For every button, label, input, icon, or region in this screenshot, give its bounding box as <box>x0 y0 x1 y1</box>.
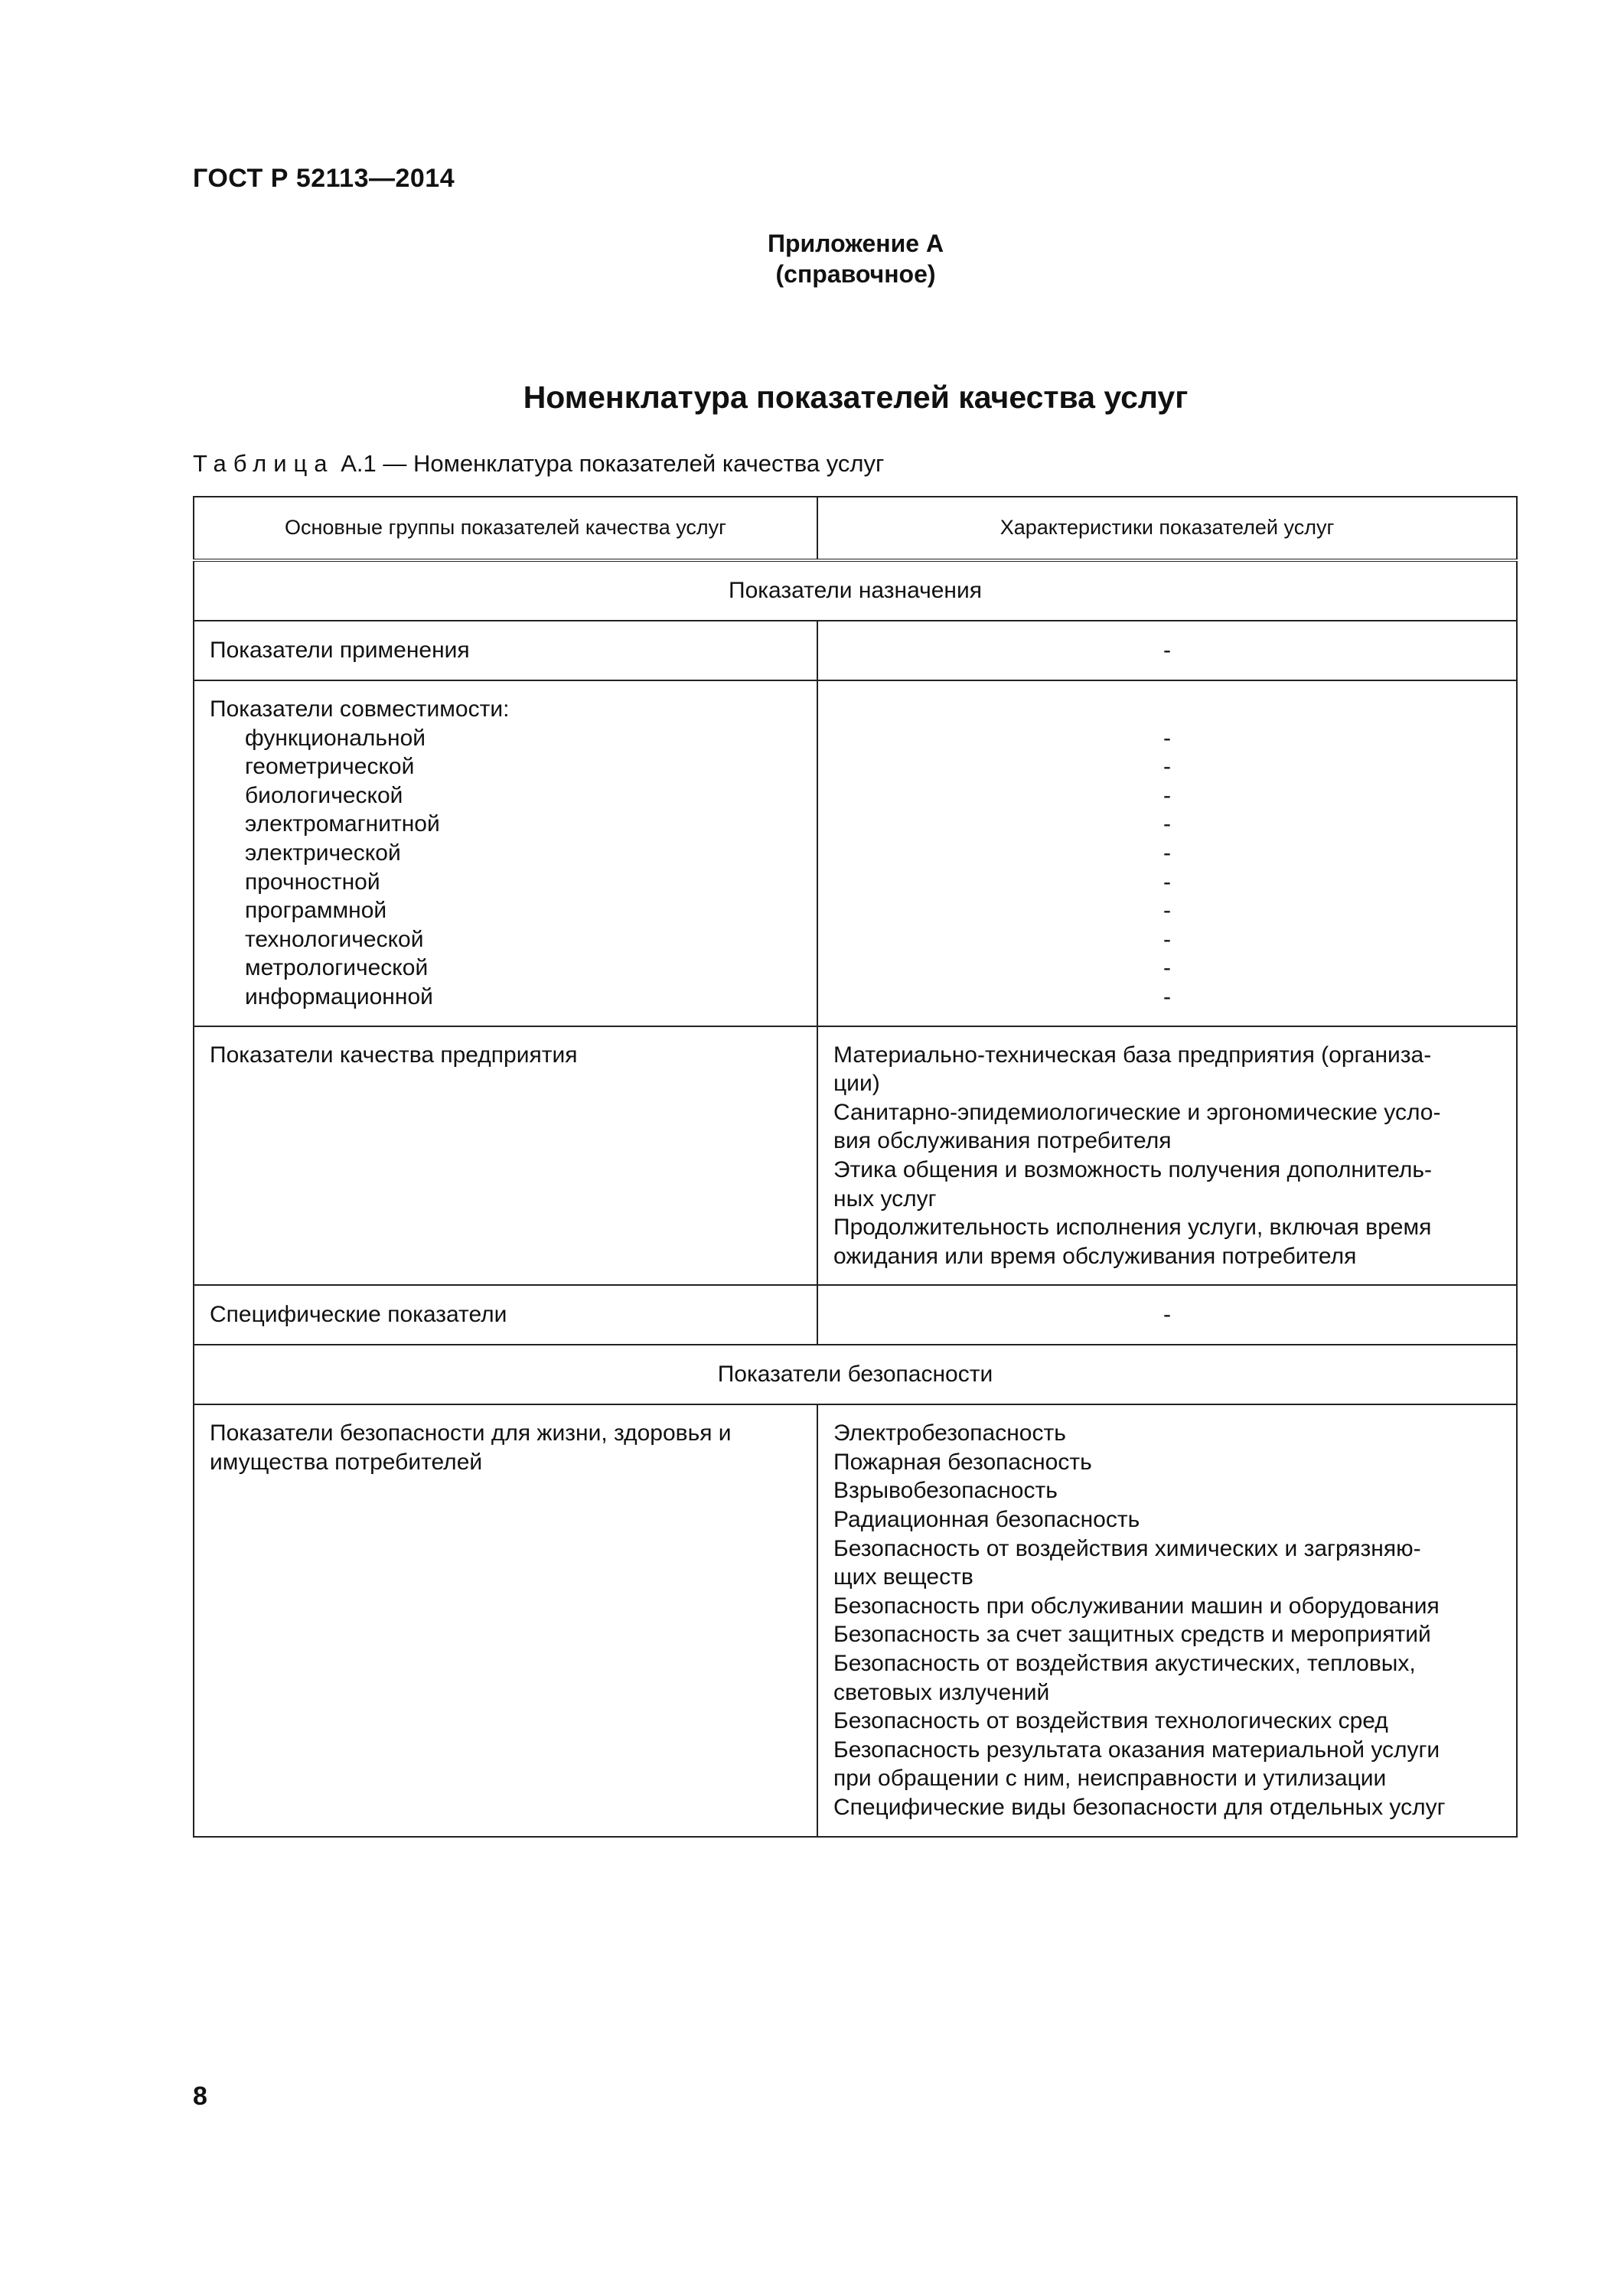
header-indicator-groups: Основные группы показателей качества услуг <box>194 497 817 560</box>
safety-name <box>194 1404 817 1836</box>
appendix-title: Приложение А <box>767 230 944 257</box>
page-number: 8 <box>193 2082 207 2111</box>
page-title: Номенклатура показателей качества услуг <box>523 380 1189 415</box>
compatibility-value: - <box>1163 840 1171 866</box>
table-row-enterprise <box>194 1026 1517 1286</box>
safety-line: Безопасность от воздействия химических и загрязняю- <box>833 1535 1421 1561</box>
application-value: - <box>817 621 1517 680</box>
table-caption-text: А.1 — Номенклатура показателей качества услуг <box>341 450 885 477</box>
safety-line: Электробезопасность <box>833 1420 1066 1446</box>
compatibility-value: - <box>1163 811 1171 837</box>
enterprise-line: Санитарно-эпидемиологические и эргономические усло- <box>833 1099 1441 1125</box>
compatibility-value: - <box>1163 898 1171 924</box>
safety-line: щих веществ <box>833 1564 973 1590</box>
table-row-compatibility <box>194 680 1517 1026</box>
document-code: ГОСТ Р 52113—2014 <box>193 164 455 193</box>
compatibility-item: прочностной <box>245 869 380 895</box>
compatibility-item: программной <box>245 898 387 924</box>
enterprise-name: Показатели качества предприятия <box>194 1026 817 1286</box>
enterprise-line: Этика общения и возможность получения дополнитель- <box>833 1156 1432 1182</box>
compatibility-value: - <box>1163 926 1171 952</box>
compatibility-name: Показатели совместимости: <box>210 696 510 722</box>
safety-values <box>817 1404 1517 1836</box>
enterprise-line: ных услуг <box>833 1186 937 1212</box>
table-caption-label: Таблица <box>193 450 334 477</box>
quality-indicators-table <box>193 496 1518 1838</box>
table-row-specific <box>194 1285 1517 1345</box>
table-caption <box>193 450 884 478</box>
section-row-safety <box>194 1345 1517 1404</box>
safety-line: Безопасность от воздействия технологических сред <box>833 1708 1388 1734</box>
compatibility-item: технологической <box>245 926 424 952</box>
safety-line: Взрывобезопасность <box>833 1478 1058 1504</box>
compatibility-value: - <box>1163 725 1171 751</box>
compatibility-value: - <box>1163 869 1171 895</box>
enterprise-line: Продолжительность исполнения услуги, включая время <box>833 1215 1432 1241</box>
safety-line: Безопасность за счет защитных средств и мероприятий <box>833 1622 1431 1648</box>
safety-line: Пожарная безопасность <box>833 1449 1092 1475</box>
safety-name-line: имущества потребителей <box>210 1449 483 1475</box>
application-name: Показатели применения <box>194 621 817 680</box>
safety-line: Безопасность при обслуживании машин и оборудования <box>833 1593 1440 1619</box>
safety-line: Безопасность от воздействия акустических, тепловых, <box>833 1651 1416 1677</box>
compatibility-value: - <box>1163 782 1171 808</box>
section-safety: Показатели безопасности <box>194 1345 1517 1404</box>
compatibility-item: геометрической <box>245 754 415 780</box>
compatibility-item: электромагнитной <box>245 811 440 837</box>
compatibility-values <box>817 680 1517 1026</box>
appendix-subtitle: (справочное) <box>775 260 936 288</box>
enterprise-line: Материально-техническая база предприятия (организа- <box>833 1042 1432 1068</box>
section-row-purpose <box>194 560 1517 621</box>
compatibility-item: электрической <box>245 840 401 866</box>
enterprise-line: ции) <box>833 1071 880 1097</box>
safety-line: Безопасность результата оказания материальной услуги <box>833 1737 1440 1763</box>
safety-line: световых излучений <box>833 1679 1050 1705</box>
compatibility-item: биологической <box>245 782 403 808</box>
compatibility-item: метрологической <box>245 955 429 981</box>
compatibility-value: - <box>1163 955 1171 981</box>
enterprise-line: вия обслуживания потребителя <box>833 1128 1172 1154</box>
enterprise-values <box>817 1026 1517 1286</box>
specific-name: Специфические показатели <box>194 1285 817 1345</box>
safety-line: при обращении с ним, неисправности и утилизации <box>833 1766 1387 1792</box>
safety-name-line: Показатели безопасности для жизни, здоровья и <box>210 1420 732 1446</box>
compatibility-value: - <box>1163 983 1171 1009</box>
safety-line: Радиационная безопасность <box>833 1507 1140 1533</box>
table-header-row <box>194 497 1517 560</box>
compatibility-item: функциональной <box>245 725 426 751</box>
safety-line: Специфические виды безопасности для отдельных услуг <box>833 1795 1446 1820</box>
section-purpose: Показатели назначения <box>194 560 1517 621</box>
specific-value: - <box>817 1285 1517 1345</box>
compatibility-item: информационной <box>245 983 433 1009</box>
table-row-application <box>194 621 1517 680</box>
appendix-heading <box>0 228 1624 289</box>
table-row-safety <box>194 1404 1517 1836</box>
compatibility-cell <box>194 680 817 1026</box>
enterprise-line: ожидания или время обслуживания потребителя <box>833 1243 1357 1269</box>
header-indicator-characteristics: Характеристики показателей услуг <box>817 497 1517 560</box>
compatibility-value: - <box>1163 754 1171 780</box>
